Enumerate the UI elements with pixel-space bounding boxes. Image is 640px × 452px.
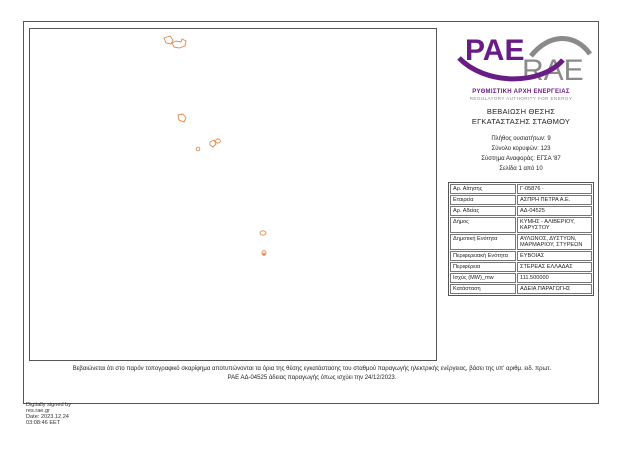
- certificate-sheet: [23, 21, 599, 404]
- logo-subtitle-gr: ΡΥΘΜΙΣΤΙΚΗ ΑΡΧΗ ΕΝΕΡΓΕΙΑΣ: [472, 89, 570, 95]
- info-row: [450, 206, 592, 216]
- info-value: Γ-05876 ·: [517, 184, 592, 194]
- logo-mark-left: PAE: [465, 34, 525, 67]
- digital-signature: [26, 402, 71, 426]
- title-line-2: ΕΓΚΑΤΑΣΤΑΣΗΣ ΣΤΑΘΜΟΥ: [471, 117, 571, 126]
- site-polygon: [196, 147, 200, 151]
- info-value: ΑΔΕΙΑ ΠΑΡΑΓΩΓΗΣ: [517, 284, 592, 294]
- info-row: [450, 217, 592, 233]
- vertex-count: Σύνολο κορυφών: 123: [491, 146, 551, 152]
- certification-line-2: ΡΑΕ ΑΔ-04525 άδειας παραγωγής όπως ισχύει την 24/12/2023.: [227, 375, 397, 381]
- document-title: [437, 107, 605, 127]
- info-value: 111.500000: [517, 273, 592, 283]
- info-key: Αρ. Αδείας: [450, 206, 516, 216]
- info-key: Δημοτική Ενότητα: [450, 234, 516, 250]
- site-polygon: [210, 140, 216, 147]
- site-map: [29, 28, 437, 361]
- info-key: Αρ. Αίτησης: [450, 184, 516, 194]
- info-value: ΣΤΕΡΕΑΣ ΕΛΛΑΔΑΣ: [517, 262, 592, 272]
- info-key: Περιφερειακή Ενότητα: [450, 251, 516, 261]
- info-value: ΑΥΛΩΝΟΣ, ΔΥΣΤΥΩΝ, ΜΑΡΜΑΡΙΟΥ, ΣΤΥΡΕΩΝ: [517, 234, 592, 250]
- info-key: Περιφέρεια: [450, 262, 516, 272]
- info-key: Εταιρεία: [450, 195, 516, 205]
- info-value: ΑΣΠΡΗ ΠΕΤΡΑ Α.Ε.: [517, 195, 592, 205]
- info-key: Ισχύς (MW)_mw: [450, 273, 516, 283]
- signature-line-4: 03:08:46 EET: [26, 420, 61, 426]
- info-key: Κατάσταση: [450, 284, 516, 294]
- signature-line-2: res.rae.gr: [26, 408, 50, 414]
- info-value: ΚΥΜΗΣ - ΑΛΙΒΕΡΙΟΥ, ΚΑΡΥΣΤΟΥ: [517, 217, 592, 233]
- page-number: Σελίδα 1 από 10: [499, 166, 543, 172]
- info-row: [450, 251, 592, 261]
- info-row: [450, 234, 592, 250]
- reference-system: Σύστημα Αναφοράς: ΕΓΣΑ '87: [481, 156, 561, 162]
- info-row: [450, 195, 592, 205]
- certification-text: [24, 365, 600, 383]
- site-polygon: [260, 231, 266, 235]
- certification-line-1: Βεβαιώνεται ότι στο παρόν τοπογραφικό σκαρίφημα αποτυπώνονται τα όρια της θέσης εγκατάστασης του σταθμού παραγωγής ηλεκτρικής ενέργειας, βάσει της υπ' αριθμ. ειδ. πρωτ.: [72, 366, 552, 372]
- info-row: [450, 262, 592, 272]
- signature-line-3: Date: 2023.12.24: [26, 414, 69, 420]
- info-row: [450, 273, 592, 283]
- info-row: [450, 284, 592, 294]
- site-polygon: [216, 139, 221, 143]
- side-panel: [437, 28, 594, 361]
- info-table: [448, 182, 594, 296]
- site-polygons: [30, 29, 436, 360]
- site-polygon: [178, 114, 186, 122]
- info-value: ΕΥΒΟΙΑΣ: [517, 251, 592, 261]
- logo-mark-right: RAE: [522, 54, 584, 87]
- site-polygon: [263, 253, 265, 255]
- info-value: ΑΔ-04525: [517, 206, 592, 216]
- info-key: Δήμος: [450, 217, 516, 233]
- info-row: [450, 184, 592, 194]
- logo-subtitle-en: REGULATORY AUTHORITY FOR ENERGY: [469, 96, 573, 101]
- signature-line-1: Digitally signed by: [26, 402, 72, 408]
- polygon-count: Πλήθος ουσιατήτων: 9: [491, 136, 551, 142]
- site-polygon: [172, 39, 186, 48]
- document-meta: [437, 134, 605, 174]
- title-line-1: ΒΕΒΑΙΩΣΗ ΘΕΣΗΣ: [486, 107, 556, 116]
